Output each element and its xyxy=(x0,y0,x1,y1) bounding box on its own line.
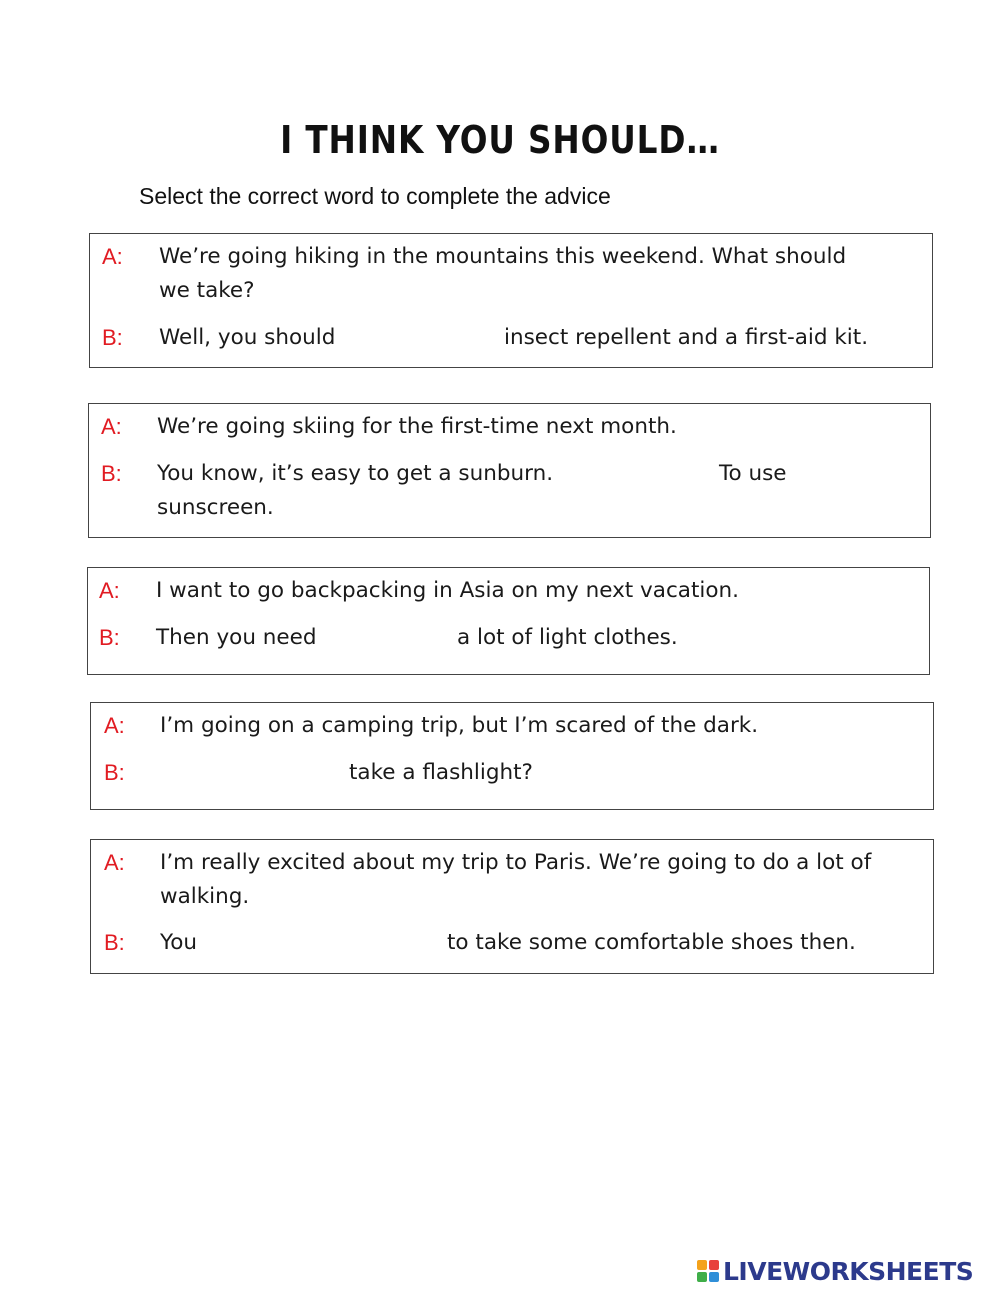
dialogue-b-after-blank: take a flashlight? xyxy=(349,760,533,785)
dialogue-a-line: walking. xyxy=(160,884,250,909)
dialogue-b-after-blank: to take some comfortable shoes then. xyxy=(447,930,856,955)
instructions: Select the correct word to complete the advice xyxy=(139,183,611,209)
dialogue-b-line: sunscreen. xyxy=(157,495,274,520)
logo-block xyxy=(709,1260,719,1270)
dialogue-b-after-blank: To use xyxy=(719,461,787,486)
speaker-b-label: B: xyxy=(102,325,123,350)
answer-blank[interactable] xyxy=(332,623,447,653)
speaker-a-label: A: xyxy=(99,578,120,603)
dialogue-a-line: We’re going hiking in the mountains this weekend. What should xyxy=(159,244,847,269)
logo-blocks-icon xyxy=(697,1260,719,1282)
dialogue-b-after-blank: insect repellent and a first-aid kit. xyxy=(504,325,869,350)
speaker-a-label: A: xyxy=(102,244,123,269)
dialogue-a-line: I want to go backpacking in Asia on my next vacation. xyxy=(156,578,739,603)
dialogue-a-line: I’m really excited about my trip to Paris. We’re going to do a lot of xyxy=(160,850,872,875)
dialogue-b-after-blank: a lot of light clothes. xyxy=(457,625,678,650)
speaker-a-label: A: xyxy=(101,414,122,439)
dialogue-a-line: We’re going skiing for the first-time next month. xyxy=(157,414,677,439)
logo-text: LIVEWORKSHEETS xyxy=(723,1256,974,1286)
dialogue-b-before-blank: You xyxy=(160,930,198,955)
speaker-b-label: B: xyxy=(101,461,122,486)
logo-block xyxy=(697,1272,707,1282)
dialogue-b-before-blank: You know, it’s easy to get a sunburn. xyxy=(157,461,554,486)
page-title: I THINK YOU SHOULD… xyxy=(280,118,720,162)
speaker-a-label: A: xyxy=(104,713,125,738)
dialogue-a-line: we take? xyxy=(159,278,255,303)
answer-blank[interactable] xyxy=(590,459,710,489)
dialogue-b-before-blank: Then you need xyxy=(156,625,317,650)
speaker-b-label: B: xyxy=(104,760,125,785)
dialogue-b-before-blank: Well, you should xyxy=(159,325,336,350)
speaker-b-label: B: xyxy=(99,625,120,650)
dialogue-a-line: I’m going on a camping trip, but I’m scared of the dark. xyxy=(160,713,759,738)
answer-blank[interactable] xyxy=(212,928,437,958)
logo-block xyxy=(709,1272,719,1282)
speaker-b-label: B: xyxy=(104,930,125,955)
liveworksheets-logo[interactable] xyxy=(697,1251,973,1291)
answer-blank[interactable] xyxy=(360,323,495,353)
speaker-a-label: A: xyxy=(104,850,125,875)
answer-blank[interactable] xyxy=(160,758,340,788)
logo-block xyxy=(697,1260,707,1270)
